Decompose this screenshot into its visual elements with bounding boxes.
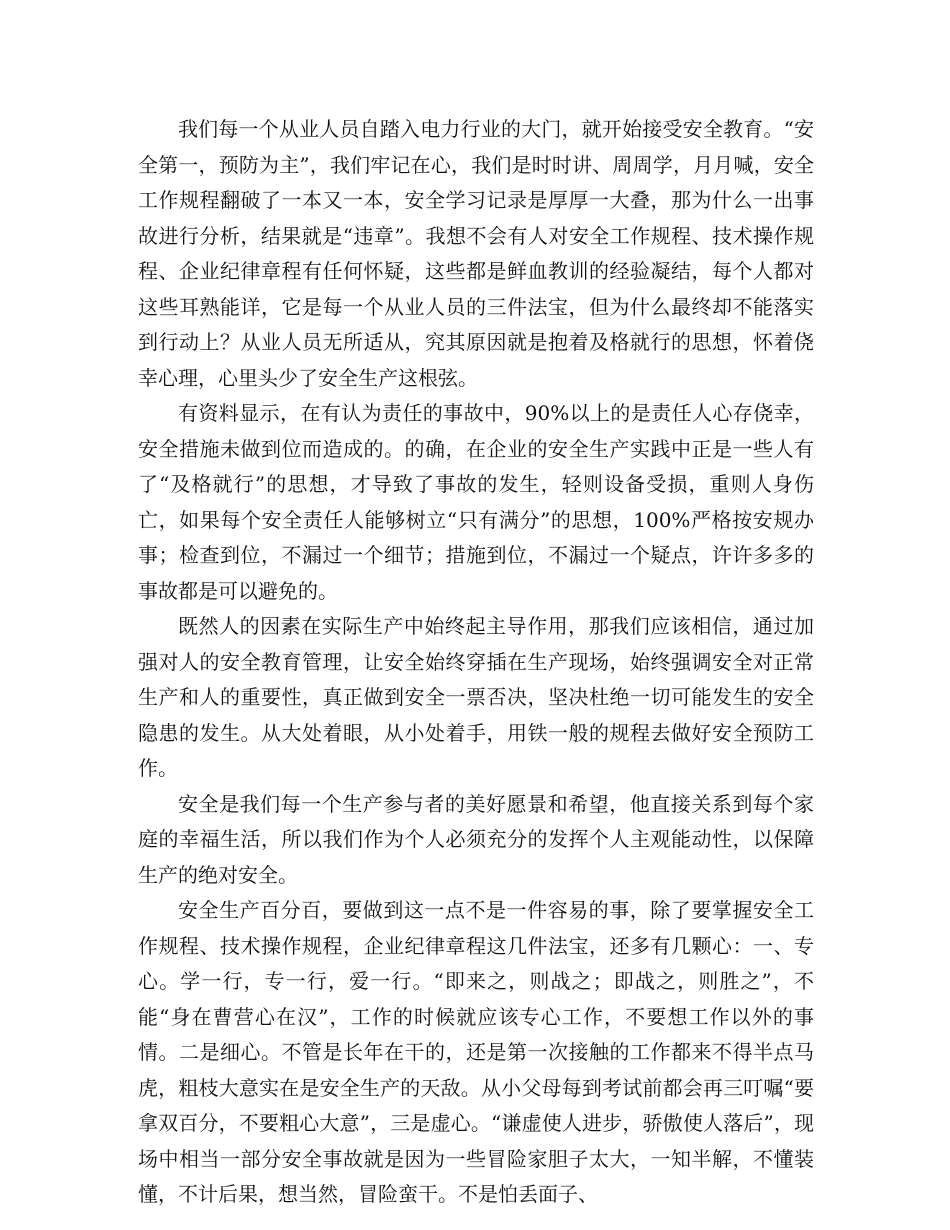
paragraph-1: 我们每一个从业人员自踏入电力行业的大门，就开始接受安全教育。“安全第一，预防为主”，我们牢记在心，我们是时时讲、周周学，月月喊，安全工作规程翻破了一本又一本，安全学习记录是厚厚一大叠，那为什么一出事故进行分析，结果就是“违章”。我想不会有人对安全工作规程、技术操作规程、企业纪律章程有任何怀疑，这些都是鲜血教训的经验凝结，每个人都对这些耳熟能详，它是每一个从业人员的三件法宝，但为什么最终却不能落实到行动上？从业人员无所适从，究其原因就是抱着及格就行的思想，怀着侥幸心理，心里头少了安全生产这根弦。 <box>138 117 814 390</box>
paragraph-5: 安全生产百分百，要做到这一点不是一件容易的事，除了要掌握安全工作规程、技术操作规程，企业纪律章程这几件法宝，还多有几颗心：一、专心。学一行，专一行，爱一行。“即来之，则战之；即战之，则胜之”，不能“身在曹营心在汉”，工作的时候就应该专心工作，不要想工作以外的事情。二是细心。不管是长年在干的，还是第一次接触的工作都来不得半点马虎，粗枝大意实在是安全生产的天敌。从小父母每到考试前都会再三叮嘱“要拿双百分，不要粗心大意”，三是虚心。“谦虚使人进步，骄傲使人落后”，现场中相当一部分安全事故就是因为一些冒险家胆子太大，一知半解，不懂装懂，不计后果，想当然，冒险蛮干。不是怕丢面子、 <box>138 898 814 1206</box>
paragraph-3: 既然人的因素在实际生产中始终起主导作用，那我们应该相信，通过加强对人的安全教育管理，让安全始终穿插在生产现场，始终强调安全对正常生产和人的重要性，真正做到安全一票否决，坚决杜绝一切可能发生的安全隐患的发生。从大处着眼，从小处着手，用铁一般的规程去做好安全预防工作。 <box>138 614 814 780</box>
paragraph-4: 安全是我们每一个生产参与者的美好愿景和希望，他直接关系到每个家庭的幸福生活，所以我们作为个人必须充分的发挥个人主观能动性，以保障生产的绝对安全。 <box>138 791 814 887</box>
document-body <box>138 112 814 1213</box>
paragraph-2: 有资料显示，在有认为责任的事故中，90%以上的是责任人心存侥幸，安全措施未做到位而造成的。的确，在企业的安全生产实践中正是一些人有了“及格就行”的思想，才导致了事故的发生，轻则设备受损，重则人身伤亡，如果每个安全责任人能够树立“只有满分”的思想，100%严格按安规办事；检查到位，不漏过一个细节；措施到位，不漏过一个疑点，许许多多的事故都是可以避免的。 <box>138 401 814 603</box>
